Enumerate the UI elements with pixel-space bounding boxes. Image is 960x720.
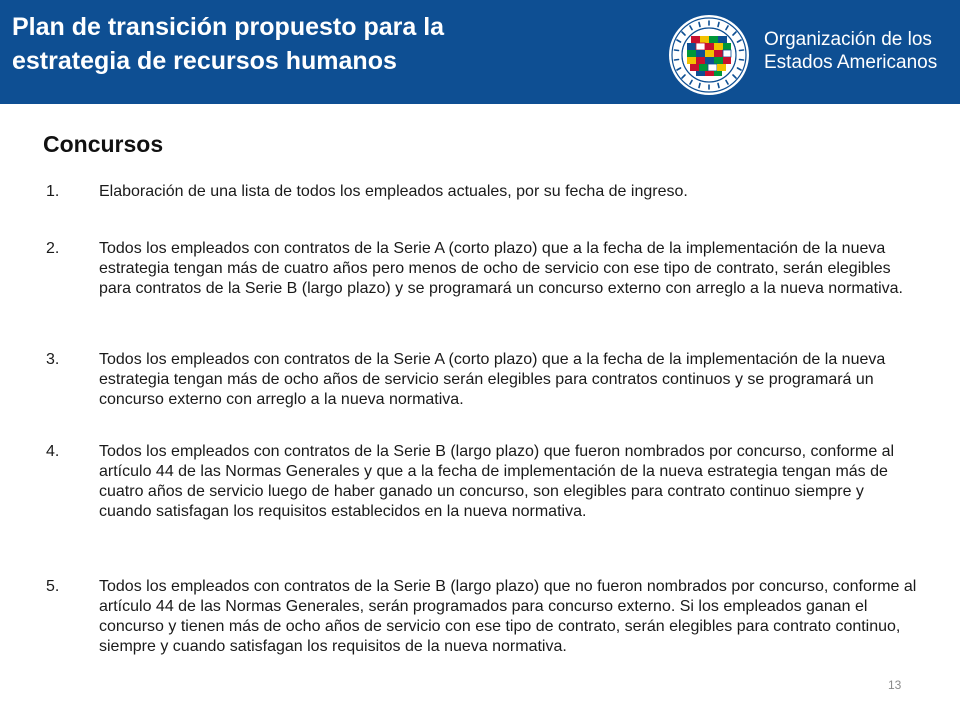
list-item-number: 3. bbox=[46, 351, 60, 368]
list-item-text: Elaboración de una lista de todos los empleados actuales, por su fecha de ingreso. bbox=[99, 183, 688, 200]
list-item-text: Todos los empleados con contratos de la Serie B (largo plazo) que fueron nombrados por concurso, conforme al artículo 44 de las Normas Generales y que a la fecha de implementación de la nueva estrategia tengan más de cuatro años de servicio luego de haber ganado un concurso, son elegibles para contrato continuo siempre y cuando satisfagan los requisitos establecidos en la nueva normativa. bbox=[99, 443, 895, 520]
section-heading: Concursos bbox=[43, 131, 164, 157]
list-item-number: 1. bbox=[46, 183, 60, 200]
list-item-number: 2. bbox=[46, 240, 60, 257]
list-item-text: Todos los empleados con contratos de la Serie A (corto plazo) que a la fecha de la implementación de la nueva estrategia tengan más de cuatro años pero menos de ocho de servicio con ese tipo de contrato, serán elegibles para contratos de la Serie B (largo plazo) y se programará un concurso externo con arreglo a la nueva normativa. bbox=[99, 240, 903, 297]
organization-name-line-2: Estados Americanos bbox=[764, 52, 938, 73]
slide-title bbox=[12, 10, 572, 78]
slide-title-line-2: estrategia de recursos humanos bbox=[12, 47, 397, 75]
organization-name bbox=[764, 28, 954, 74]
list-item-text: Todos los empleados con contratos de la Serie A (corto plazo) que a la fecha de la implementación de la nueva estrategia tengan más de ocho años de servicio serán elegibles para contratos continuos y se programará un concurso externo con arreglo a la nueva normativa. bbox=[99, 351, 886, 408]
page-number: 13 bbox=[888, 678, 902, 692]
list-item-number: 5. bbox=[46, 578, 60, 595]
list-item-text: Todos los empleados con contratos de la Serie B (largo plazo) que no fueron nombrados por concurso, conforme al artículo 44 de las Normas Generales, serán programados para concurso externo. Si los empleados ganan el concurso y tienen más de ocho años de servicio con ese tipo de contrato, serán elegibles para contrato continuo, siempre y cuando satisfagan los requisitos de la nueva normativa. bbox=[99, 578, 917, 655]
list-item-number: 4. bbox=[46, 443, 60, 460]
organization-name-line-1: Organización de los bbox=[764, 29, 932, 50]
header-bar bbox=[0, 0, 960, 104]
oas-seal-icon bbox=[668, 14, 750, 96]
slide-title-line-1: Plan de transición propuesto para la bbox=[12, 13, 445, 41]
